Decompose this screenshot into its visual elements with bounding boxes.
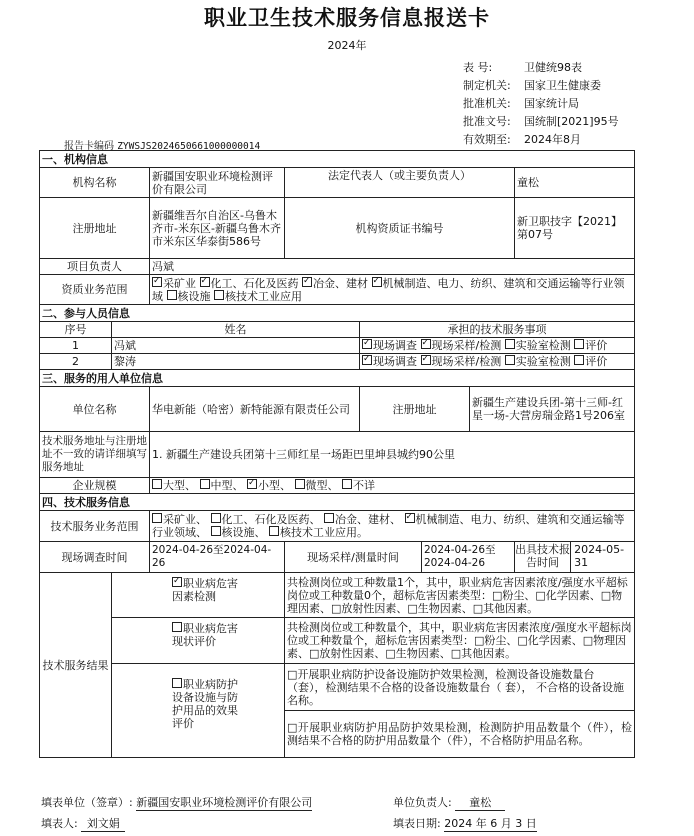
- report-code-label: 报告卡编码: [64, 141, 114, 152]
- option-label: 实验室检测: [515, 339, 571, 352]
- legal-rep-label: 法定代表人（或主要负责人）: [285, 168, 515, 198]
- filler: [41, 815, 125, 832]
- option-label: 化工、石化及医药: [210, 276, 299, 290]
- meta-label: 表 号:: [463, 61, 493, 74]
- sampling-time-label: 现场采样/测量时间: [285, 542, 422, 573]
- option-label: 冶金、建材: [313, 276, 368, 290]
- meta-authority: [463, 78, 601, 94]
- fill-date-label: 填表日期:: [393, 817, 441, 830]
- checkbox: [269, 526, 279, 536]
- checkbox: [172, 678, 182, 688]
- service-addr-value: 1. 新疆生产建设兵团第十三师红星一场距巴里坤县城约90公里: [150, 432, 635, 478]
- option-label: 核设施: [221, 526, 255, 539]
- checkbox: [295, 479, 305, 489]
- section-2-title: 二、参与人员信息: [40, 305, 635, 322]
- row-items: [360, 354, 635, 370]
- meta-valid-until: [463, 132, 581, 148]
- unit-head: [393, 794, 505, 811]
- option-label: 现场采样/检测: [431, 355, 502, 368]
- option-label: 微型: [305, 479, 328, 492]
- meta-value: 国统制[2021]95号: [524, 115, 619, 128]
- fill-unit: [41, 794, 312, 811]
- section-4-title: 四、技术服务信息: [40, 494, 635, 511]
- org-name-label: 机构名称: [40, 168, 150, 198]
- checkbox: [505, 339, 515, 349]
- checkbox: [421, 339, 431, 349]
- option-label: 现场调查: [373, 355, 417, 368]
- form-year: 2024年: [327, 39, 367, 52]
- checkbox: [200, 479, 210, 489]
- unit-name-label: 单位名称: [40, 387, 150, 432]
- option-label: 现场调查: [373, 339, 417, 352]
- option-label: 核技术工业应用: [225, 289, 302, 303]
- result-3-label: 职业病防护设备设施与防护用品的效果评价: [172, 678, 238, 730]
- filler-label: 填表人:: [41, 817, 78, 830]
- checkbox: [324, 513, 334, 523]
- reg-addr-value: 新疆维吾尔自治区-乌鲁木齐市-米东区-新疆乌鲁木齐市米东区华泰街586号: [150, 198, 285, 259]
- col-items: 承担的技术服务事项: [360, 322, 635, 338]
- checkbox: [152, 513, 162, 523]
- meta-label: 批准文号:: [463, 115, 511, 128]
- report-code-value: ZYWSJS2024650661000000014: [117, 141, 261, 152]
- sampling-time-value: 2024-04-26至2024-04-26: [422, 542, 515, 573]
- checkbox: [505, 355, 515, 365]
- report-time-cell: [515, 542, 635, 573]
- pm-value: 冯斌: [150, 259, 635, 275]
- table-row: [40, 338, 635, 354]
- result-2-label-cell: [112, 618, 285, 664]
- unit-name-value: 华电新能（哈密）新特能源有限责任公司: [150, 387, 360, 432]
- report-form-table: [39, 150, 635, 758]
- option-label: 采矿业: [163, 513, 196, 526]
- table-row: [40, 354, 635, 370]
- result-2-text: 共检测岗位或工种数量个，其中，职业病危害因素浓度/强度水平超标岗位或工种数量个，超标危害因素类型：□粉尘、□化学因素、□物理因素、□放射性因素、□生物因素、□其他因素。: [285, 618, 635, 664]
- qual-scope-label: 资质业务范围: [40, 275, 150, 305]
- meta-label: 批准机关:: [463, 97, 511, 110]
- checkbox: [362, 339, 372, 349]
- fill-unit-label: 填表单位（签章）:: [41, 796, 133, 809]
- checkbox: [405, 513, 415, 523]
- meta-value: 2024年8月: [524, 133, 581, 146]
- row-no: 2: [40, 354, 112, 370]
- checkbox: [372, 277, 382, 287]
- unit-addr-label: 注册地址: [360, 387, 470, 432]
- option-label: 现场采样/检测: [431, 339, 502, 352]
- row-name: 黎涛: [112, 354, 360, 370]
- checkbox: [152, 277, 162, 287]
- company-size-label: 企业规模: [40, 478, 150, 494]
- checkbox: [167, 290, 177, 300]
- option-label: 冶金、建材: [335, 513, 390, 526]
- qual-scope-options: [150, 275, 635, 305]
- meta-table-no: [463, 60, 582, 76]
- checkbox: [302, 277, 312, 287]
- col-name: 姓名: [112, 322, 360, 338]
- fill-unit-value: 新疆国安职业环境检测评价有限公司: [136, 796, 313, 809]
- meta-label: 有效期至:: [463, 133, 511, 146]
- option-label: 不详: [353, 479, 375, 492]
- checkbox: [211, 513, 221, 523]
- checkbox: [214, 290, 224, 300]
- option-label: 实验室检测: [515, 355, 571, 368]
- row-no: 1: [40, 338, 112, 354]
- result-1-label: ✓职业病危害因素检测: [172, 577, 244, 603]
- result-1-text: 共检测岗位或工种数量1个，其中，职业病危害因素浓度/强度水平超标岗位或工种数量0个，超标危害因素类型：□粉尘、□化学因素、□物理因素、□放射性因素、□生物因素、□其他因素。: [285, 573, 635, 618]
- meta-value: 国家卫生健康委: [524, 79, 601, 92]
- option-label: 评价: [585, 355, 608, 368]
- checkbox: [574, 339, 584, 349]
- row-name: 冯斌: [112, 338, 360, 354]
- option-label: 大型: [163, 479, 185, 492]
- report-time-value: 2024-05-31: [574, 543, 625, 569]
- cert-value: 新卫职技字【2021】第07号: [515, 198, 635, 259]
- checkbox: [211, 526, 221, 536]
- results-label: 技术服务结果: [40, 573, 112, 758]
- result-3-label-cell: [112, 664, 285, 758]
- company-size-options: 大型、 中型、 ✓小型、 微型、 不详: [150, 478, 635, 494]
- option-label: 核设施: [177, 289, 211, 303]
- service-addr-label: 技术服务地址与注册地址不一致的请详细填写服务地址: [40, 432, 150, 478]
- checkbox: [200, 277, 210, 287]
- option-label: 中型: [210, 479, 233, 492]
- col-no: 序号: [40, 322, 112, 338]
- result-3-text-b: □开展职业病防护用品防护效果检测，检测防护用品数量个（件），检测结果不合格的防护用品数量个（件），不合格防护用品名称。: [285, 711, 635, 758]
- reg-addr-label: 注册地址: [40, 198, 150, 259]
- result-1-label-cell: [112, 573, 285, 618]
- option-label: 评价: [585, 339, 608, 352]
- report-time-label: 出具技术报告时间: [515, 542, 571, 572]
- checkbox: [362, 355, 372, 365]
- unit-head-label: 单位负责人:: [393, 796, 452, 809]
- result-2-label: 职业病危害现状评价: [172, 622, 238, 648]
- filler-value: 刘文娟: [81, 815, 125, 832]
- option-label: 化工、石化及医药: [221, 513, 310, 526]
- meta-value: 国家统计局: [524, 97, 579, 110]
- option-label: 小型: [258, 479, 280, 492]
- meta-approval-org: [463, 96, 579, 112]
- service-scope-label: 技术服务业务范围: [40, 511, 150, 542]
- survey-time-label: 现场调查时间: [40, 542, 150, 573]
- fill-date: [393, 815, 537, 832]
- meta-value: 卫健统98表: [524, 61, 582, 74]
- checkbox: [421, 355, 431, 365]
- org-name-value: 新疆国安职业环境检测评价有限公司: [150, 168, 285, 198]
- meta-label: 制定机关:: [463, 79, 511, 92]
- cert-label: 机构资质证书编号: [285, 198, 515, 259]
- checkbox: [342, 479, 352, 489]
- checkbox: [247, 479, 257, 489]
- option-label: 核技术工业应用。: [280, 526, 368, 539]
- fill-date-value: 2024 年 6 月 3 日: [444, 817, 537, 830]
- option-label: 采矿业: [163, 276, 196, 290]
- unit-addr-value: 新疆生产建设兵团-第十三师-红星一场-大营房瑞金路1号206室: [470, 387, 635, 432]
- section-1-title: 一、机构信息: [40, 151, 635, 168]
- meta-approval-no: [463, 114, 619, 130]
- legal-rep-value: 童松: [515, 168, 635, 198]
- row-items: [360, 338, 635, 354]
- section-3-title: 三、服务的用人单位信息: [40, 370, 635, 387]
- result-3-text-a: □开展职业病防护设备设施防护效果检测，检测设备设施数量台（套），检测结果不合格的设备设施数量台（ 套）， 不合格的设备设施名称。: [285, 664, 635, 711]
- checkbox: [152, 479, 162, 489]
- option-label: 机械制造、电力、纺织、建筑和交通运输等行业领域: [152, 276, 625, 303]
- option-label: 机械制造、电力、纺织、建筑和交通运输等行业领域: [152, 513, 625, 539]
- survey-time-value: 2024-04-26至2024-04-26: [150, 542, 285, 573]
- form-title: 职业卫生技术服务信息报送卡: [204, 5, 490, 30]
- unit-head-value: 童松: [455, 794, 505, 811]
- checkbox: [172, 577, 182, 587]
- service-scope-options: 采矿业、 化工、石化及医药、 冶金、建材、 ✓机械制造、电力、纺织、建筑和交通运输等行业领域、 核设施、 核技术工业应用。: [150, 511, 635, 542]
- checkbox: [574, 355, 584, 365]
- checkbox: [172, 622, 182, 632]
- pm-label: 项目负责人: [40, 259, 150, 275]
